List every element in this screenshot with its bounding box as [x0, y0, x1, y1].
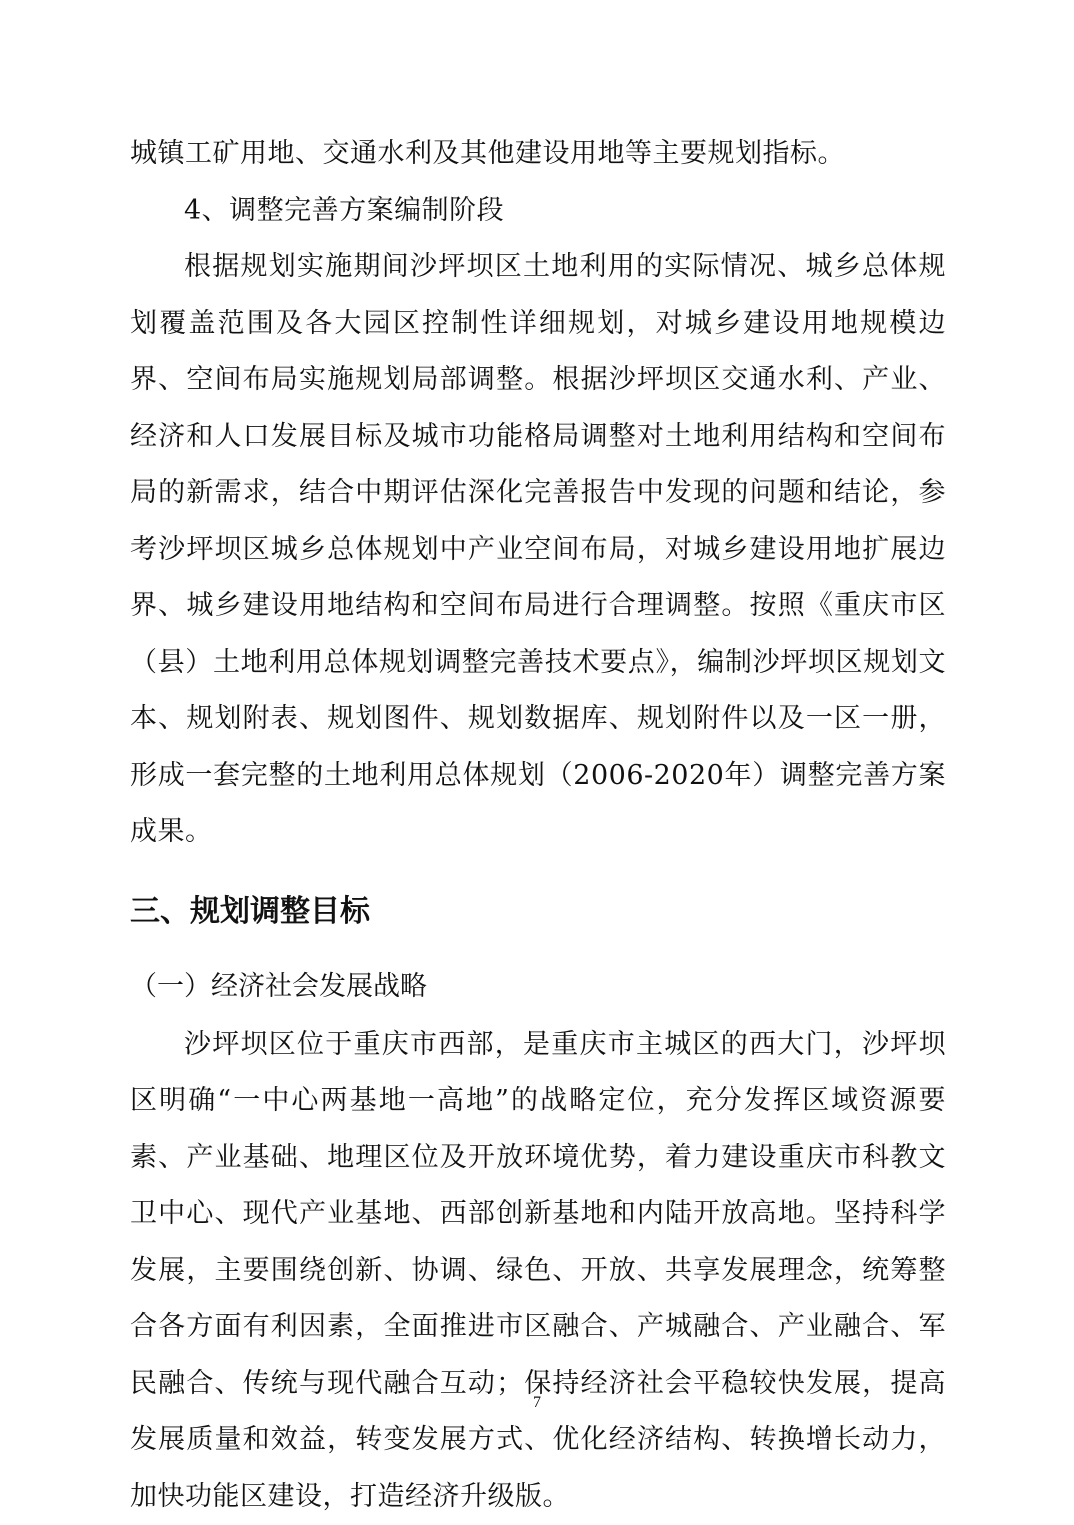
paragraph-development-strategy: 沙坪坝区位于重庆市西部，是重庆市主城区的西大门，沙坪坝区明确“一中心两基地一高地”的战略定位，充分发挥区域资源要素、产业基础、地理区位及开放环境优势，着力建设重庆市科教文卫中心、现代产业基地、西部创新基地和内陆开放高地。坚持科学发展，主要围绕创新、协调、绿色、开放、共享发展理念，统筹整合各方面有利因素，全面推进市区融合、产城融合、产业融合、军民融合、传统与现代融合互动；保持经济社会平稳较快发展，提高发展质量和效益，转变发展方式、优化经济结构、转换增长动力，加快功能区建设，打造经济升级版。: [130, 1017, 946, 1525]
subsection-heading: （一）经济社会发展战略: [130, 959, 946, 1015]
paragraph-adjustment-stage: 根据规划实施期间沙坪坝区土地利用的实际情况、城乡总体规划覆盖范围及各大园区控制性详细规划，对城乡建设用地规模边界、空间布局实施规划局部调整。根据沙坪坝区交通水利、产业、经济和人口发展目标及城市功能格局调整对土地利用结构和空间布局的新需求，结合中期评估深化完善报告中发现的问题和结论，参考沙坪坝区城乡总体规划中产业空间布局，对城乡建设用地扩展边界、城乡建设用地结构和空间布局进行合理调整。按照《重庆市区（县）土地利用总体规划调整完善技术要点》，编制沙坪坝区规划文本、规划附表、规划图件、规划数据库、规划附件以及一区一册，形成一套完整的土地利用总体规划（2006-2020年）调整完善方案成果。: [130, 239, 946, 861]
paragraph-continuation: 城镇工矿用地、交通水利及其他建设用地等主要规划指标。: [130, 126, 946, 183]
section-heading: 三、规划调整目标: [130, 887, 946, 937]
page-body: [130, 126, 946, 1525]
page-number: 7: [0, 1393, 1074, 1413]
stage-4-heading: 4、调整完善方案编制阶段: [130, 183, 946, 240]
